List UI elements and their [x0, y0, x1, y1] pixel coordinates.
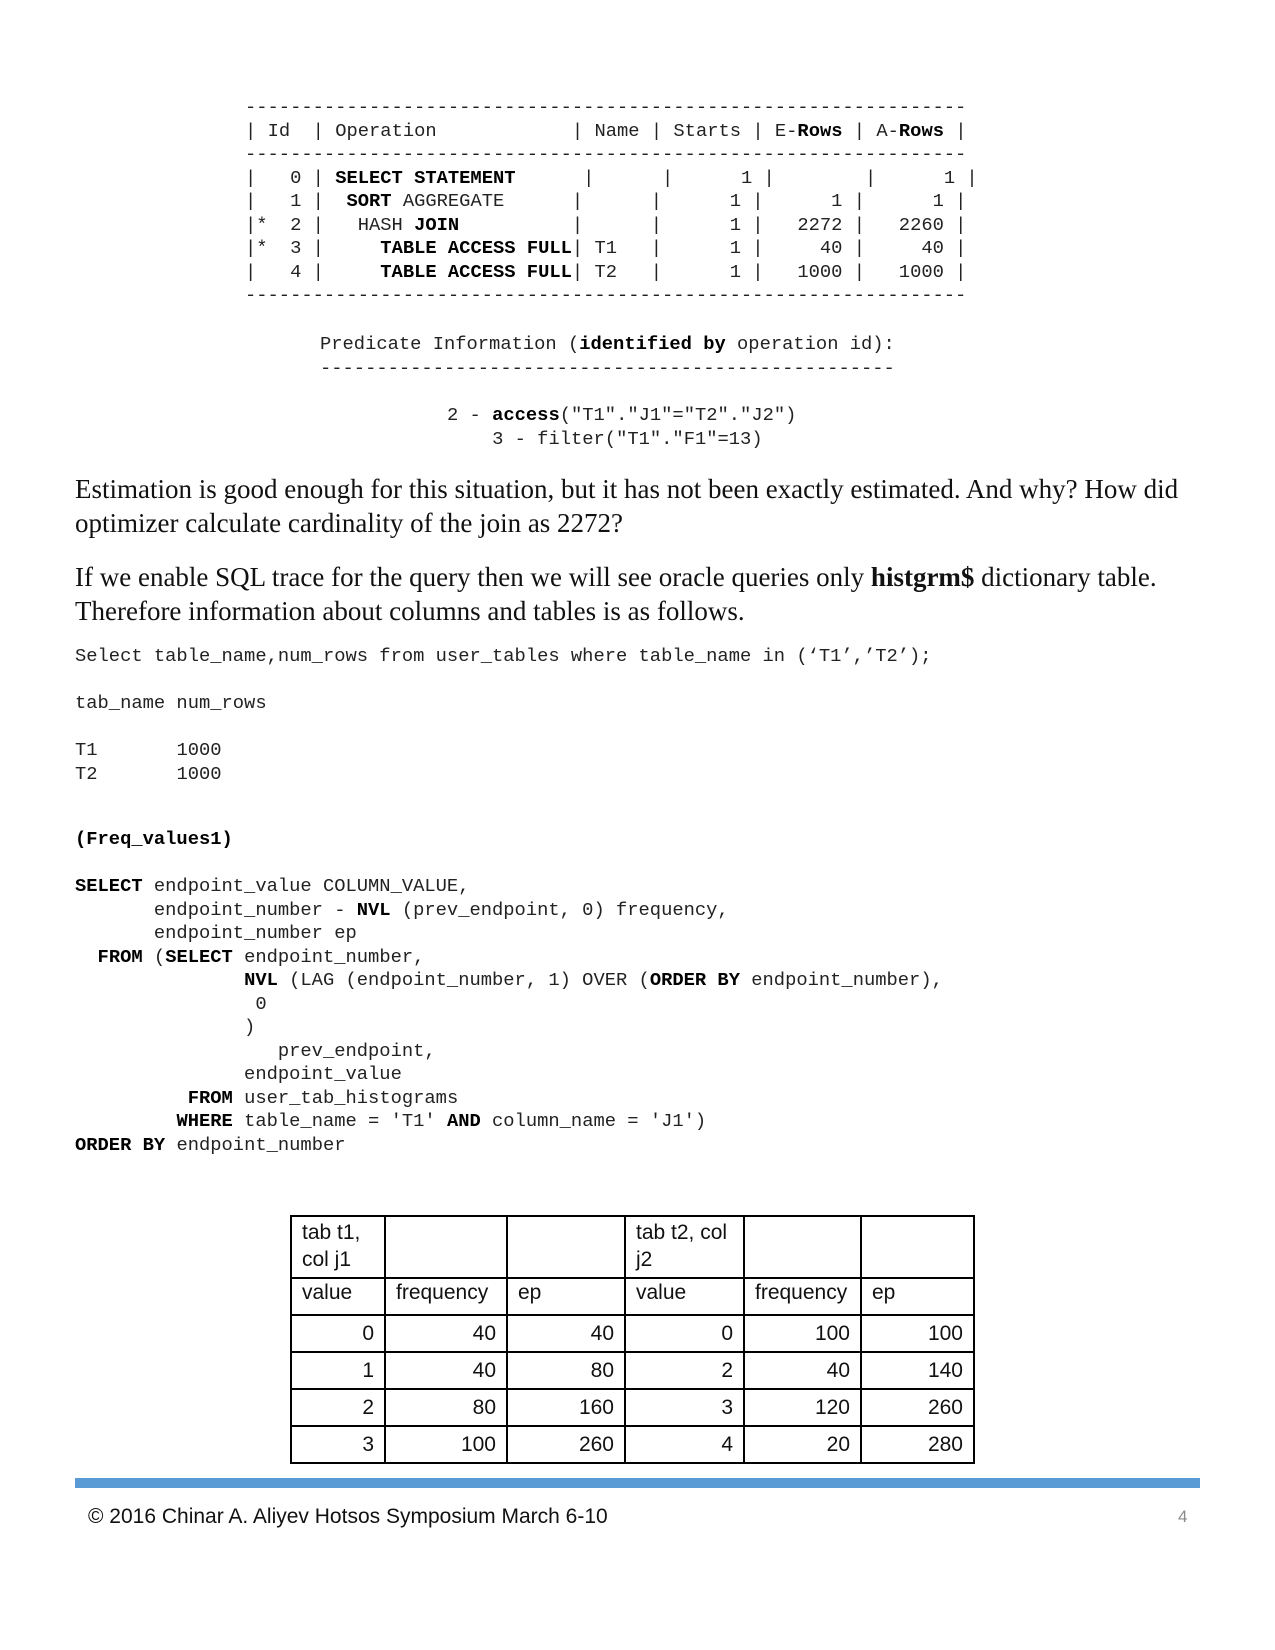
table-cell: 2: [291, 1389, 385, 1426]
plan-header-operation: Operation: [335, 119, 437, 142]
table-cell: tab t1, col j1: [291, 1216, 385, 1278]
plan-row: |* 3 | TABLE ACCESS FULL| T1 | 1 | 40 | 40 |: [245, 237, 967, 259]
footer-copyright: © 2016 Chinar A. Aliyev Hotsos Symposium March 6-10: [88, 1505, 608, 1528]
predicate-line-filter: 3 - filter("T1"."F1"=13): [492, 427, 763, 450]
table-cell: 4: [625, 1426, 744, 1463]
plan-header-starts: Starts: [673, 119, 742, 142]
sql-user-tables: Select table_name,num_rows from user_tables where table_name in (‘T1’,’T2’);: [75, 645, 932, 667]
table-header-cell: ep: [861, 1278, 974, 1315]
table-cell: 3: [291, 1426, 385, 1463]
table-cell: 2: [625, 1352, 744, 1389]
table-cell: [385, 1216, 507, 1278]
freq-values-label: (Freq_values1): [75, 828, 233, 850]
plan-rule-mid: ----------------------------------------------------------------: [245, 143, 967, 165]
table-cell: 260: [507, 1426, 625, 1463]
footer-divider: [75, 1478, 1200, 1488]
table-cell: 80: [385, 1389, 507, 1426]
table-header-cell: value: [291, 1278, 385, 1315]
plan-rule-bottom: ----------------------------------------------------------------: [245, 284, 967, 306]
plan-row: | 1 | SORT AGGREGATE | | 1 | 1 | 1 |: [245, 190, 967, 212]
table-cell: 0: [625, 1315, 744, 1352]
predicate-lines: [447, 404, 796, 451]
table-cell: 140: [861, 1352, 974, 1389]
table-cell: 120: [744, 1389, 861, 1426]
table-header-row: [291, 1216, 974, 1278]
paragraph-estimation: Estimation is good enough for this situation, but it has not been exactly estimated. And why? How did optimizer calculate cardinality of the join as 2272?: [75, 474, 1179, 538]
plan-row: | 4 | TABLE ACCESS FULL| T2 | 1 | 1000 | 1000 |: [245, 260, 967, 283]
table-cell: [744, 1216, 861, 1278]
table-cell: 100: [744, 1315, 861, 1352]
plan-header-id: Id: [267, 119, 291, 142]
table-header-cell: value: [625, 1278, 744, 1315]
plan-header-erows: E-Rows: [774, 119, 843, 142]
table-cell: 20: [744, 1426, 861, 1463]
plan-header-arows: A-Rows: [876, 119, 944, 142]
table-cell: 100: [861, 1315, 974, 1352]
table-cell: 40: [744, 1352, 861, 1389]
table-cell: 3: [625, 1389, 744, 1426]
table-cell: tab t2, col j2: [625, 1216, 744, 1278]
table-cell: [861, 1216, 974, 1278]
histogram-table: [290, 1215, 975, 1464]
table-stats-row: T2 1000: [75, 762, 222, 785]
plan-row: |* 2 | HASH JOIN | | 1 | 2272 | 2260 |: [245, 213, 967, 236]
predicate-underline: ---------------------------------------------------: [320, 356, 895, 379]
predicate-line-access: 2 - access("T1"."J1"="T2"."J2"): [447, 404, 797, 426]
table-cell: 100: [385, 1426, 507, 1463]
table-header-row: [291, 1278, 974, 1315]
plan-row: | 0 | SELECT STATEMENT | | 1 | | 1 |: [245, 166, 978, 189]
execution-plan: ---------------------------------------------------------------- | Id | Operation | Name | Starts | E-Rows | A-Rows | ---------------------------------------------------------------- | 0 | SELECT STATEMENT | | 1 | | 1 | | 1 | SORT AGGREGATE | | 1 | 1 | 1 | |* 2 | HASH JOIN | | 1 | 2272 | 2260 | |* 3 | TABLE ACCESS FULL| T1 | 1 | 40 | 40 | | 4 | TABLE ACCESS FULL| T2 | 1 | 1000 | 1000 | ----------------------------------------------------------------: [245, 96, 978, 306]
table-stats-header: tab_name num_rows: [75, 692, 267, 714]
table-row: [291, 1426, 974, 1463]
table-stats-result: [75, 692, 267, 786]
table-header-cell: frequency: [385, 1278, 507, 1315]
table-cell: 160: [507, 1389, 625, 1426]
page-number: 4: [1178, 1507, 1188, 1526]
table-cell: [507, 1216, 625, 1278]
table-cell: 0: [291, 1315, 385, 1352]
table-cell: 40: [507, 1315, 625, 1352]
table-cell: 280: [861, 1426, 974, 1463]
predicate-information: [320, 333, 895, 380]
table-row: [291, 1389, 974, 1426]
table-cell: 260: [861, 1389, 974, 1426]
plan-header-name: Name: [594, 119, 640, 142]
table-header-cell: ep: [507, 1278, 625, 1315]
freq-values-query: (Freq_values1) SELECT endpoint_value COLUMN_VALUE, endpoint_number - NVL (prev_endpoint, 0) frequency, endpoint_number ep FROM (SELECT endpoint_number, NVL (LAG (endpoint_number, 1) OVER (ORDER BY endpoint_number), 0 ) prev_endpoint, endpoint_value FROM user_tab_histograms WHERE table_name = 'T1' AND column_name = 'J1') ORDER BY endpoint_number: [75, 828, 943, 1156]
table-row: [291, 1315, 974, 1352]
table-cell: 40: [385, 1315, 507, 1352]
plan-rule-top: ----------------------------------------------------------------: [245, 96, 967, 118]
table-stats-row: T1 1000: [75, 739, 222, 761]
paragraph-sql-trace: If we enable SQL trace for the query then we will see oracle queries only histgrm$ dictionary table. Therefore information about columns and tables is as follows.: [75, 562, 1157, 626]
table-cell: 80: [507, 1352, 625, 1389]
table-row: [291, 1352, 974, 1389]
table-cell: 1: [291, 1352, 385, 1389]
predicate-title: Predicate Information (identified by operation id):: [320, 333, 895, 355]
table-header-cell: frequency: [744, 1278, 861, 1315]
table-cell: 40: [385, 1352, 507, 1389]
